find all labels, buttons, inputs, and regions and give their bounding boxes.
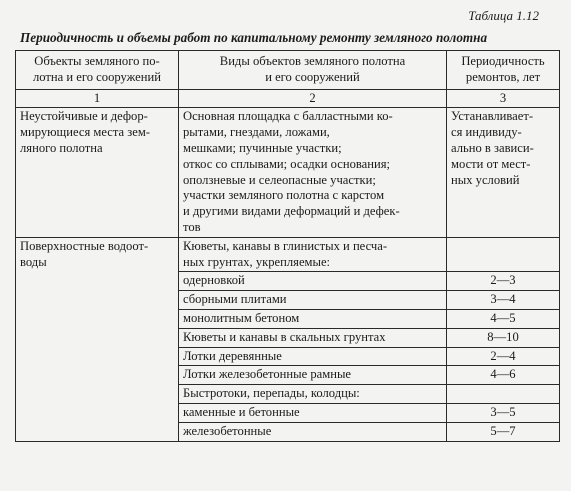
drainage-type: Быстротоки, перепады, колодцы:	[179, 385, 447, 404]
drainage-period: 4—6	[447, 366, 560, 385]
header-row	[16, 51, 560, 90]
drainage-period: 3—4	[447, 291, 560, 310]
header-periodicity: Периодичность ремонтов, лет	[447, 51, 560, 90]
col-number-3: 3	[447, 89, 560, 108]
table-row	[16, 237, 560, 272]
drainage-period: 2—4	[447, 347, 560, 366]
header-types: Виды объектов земляного полотна и его сооружений	[179, 51, 447, 90]
drainage-period: 3—5	[447, 403, 560, 422]
header-objects: Объекты земляного по- лотна и его сооружений	[16, 51, 179, 90]
object-unstable-places: Неустойчивые и дефор- мирующиеся места зем- ляного полотна	[16, 108, 179, 237]
drainage-period	[447, 237, 560, 272]
column-number-row	[16, 89, 560, 108]
col-number-2: 2	[179, 89, 447, 108]
repair-periodicity-table	[15, 50, 560, 442]
drainage-type: Лотки железобетонные рамные	[179, 366, 447, 385]
drainage-period	[447, 385, 560, 404]
drainage-type: одерновкой	[179, 272, 447, 291]
table-row	[16, 108, 560, 237]
drainage-period: 4—5	[447, 309, 560, 328]
drainage-type: Лотки деревянные	[179, 347, 447, 366]
drainage-type: каменные и бетонные	[179, 403, 447, 422]
drainage-type: монолитным бетоном	[179, 309, 447, 328]
drainage-type: Кюветы, канавы в глинистых и песча- ных грунтах, укрепляемые:	[179, 237, 447, 272]
drainage-period: 2—3	[447, 272, 560, 291]
drainage-period: 5—7	[447, 422, 560, 441]
drainage-type: сборными плитами	[179, 291, 447, 310]
object-surface-drainage: Поверхностные водоот- воды	[16, 237, 179, 441]
col-number-1: 1	[16, 89, 179, 108]
period-unstable-places: Устанавливает- ся индивиду- ально в зависи- мости от мест- ных условий	[447, 108, 560, 237]
types-unstable-places: Основная площадка с балластными ко- рытами, гнездами, ложами, мешками; пучинные участки; откос со сплывами; осадки основания; оползневые и селеопасные участки; участки земляного полотна с карстом и другими видами деформаций и дефек- тов	[179, 108, 447, 237]
table-caption: Периодичность и объемы работ по капитальному ремонту земляного полотна	[20, 30, 488, 45]
drainage-type: железобетонные	[179, 422, 447, 441]
drainage-type: Кюветы и канавы в скальных грунтах	[179, 328, 447, 347]
drainage-period: 8—10	[447, 328, 560, 347]
table-number: Таблица 1.12	[468, 8, 539, 23]
